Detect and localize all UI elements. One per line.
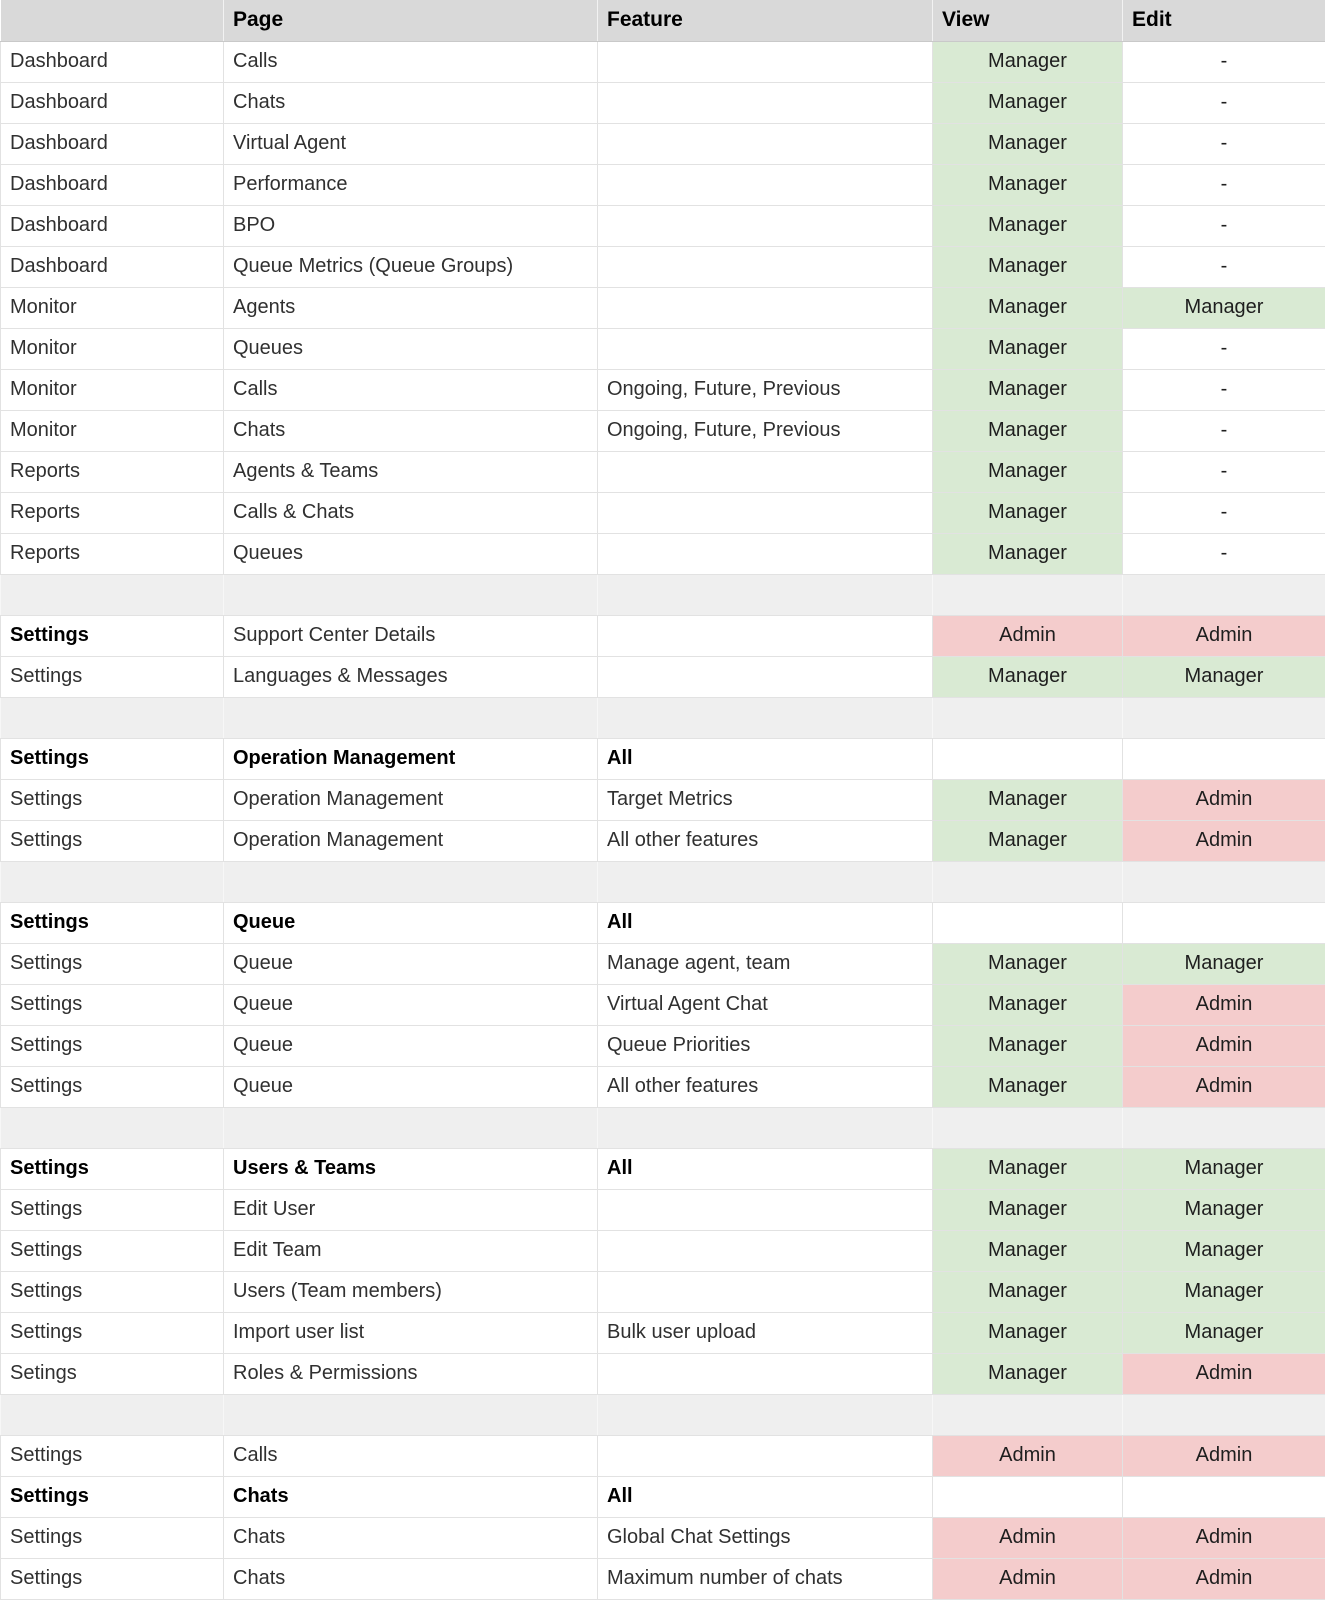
view-cell[interactable]: Manager <box>933 1189 1123 1230</box>
category-cell[interactable]: Settings <box>1 1476 224 1517</box>
empty-cell[interactable] <box>224 1394 598 1435</box>
view-cell[interactable]: Manager <box>933 1271 1123 1312</box>
view-cell[interactable]: Manager <box>933 656 1123 697</box>
view-cell[interactable]: Admin <box>933 1558 1123 1599</box>
edit-cell[interactable]: - <box>1123 205 1325 246</box>
table-row <box>1 738 1325 779</box>
table-row <box>1 533 1325 574</box>
view-cell[interactable]: Manager <box>933 1312 1123 1353</box>
feature-cell[interactable]: Queue Priorities <box>598 1025 933 1066</box>
edit-cell[interactable]: Admin <box>1123 984 1325 1025</box>
page-cell[interactable]: Chats <box>224 1558 598 1599</box>
edit-cell[interactable]: - <box>1123 41 1325 82</box>
category-cell[interactable]: Dashboard <box>1 164 224 205</box>
table-row <box>1 1435 1325 1476</box>
table-row <box>1 902 1325 943</box>
edit-cell[interactable]: Admin <box>1123 1435 1325 1476</box>
page-cell[interactable]: Calls & Chats <box>224 492 598 533</box>
table-body <box>1 41 1325 1599</box>
feature-cell[interactable]: All other features <box>598 820 933 861</box>
header-cell-edit[interactable]: Edit <box>1123 0 1325 41</box>
edit-cell[interactable]: - <box>1123 246 1325 287</box>
page-cell[interactable]: Users (Team members) <box>224 1271 598 1312</box>
empty-cell[interactable] <box>598 1394 933 1435</box>
category-cell[interactable]: Settings <box>1 902 224 943</box>
empty-cell[interactable] <box>1123 1394 1325 1435</box>
view-cell[interactable]: Manager <box>933 123 1123 164</box>
edit-cell[interactable]: - <box>1123 533 1325 574</box>
page-cell[interactable]: Performance <box>224 164 598 205</box>
header-cell-category[interactable] <box>1 0 224 41</box>
empty-cell[interactable] <box>933 1394 1123 1435</box>
category-cell[interactable]: Settings <box>1 1230 224 1271</box>
feature-cell[interactable] <box>598 1353 933 1394</box>
edit-cell[interactable]: Manager <box>1123 1230 1325 1271</box>
empty-cell[interactable] <box>933 1107 1123 1148</box>
empty-cell[interactable] <box>1 1107 224 1148</box>
feature-cell[interactable]: All other features <box>598 1066 933 1107</box>
category-cell[interactable]: Monitor <box>1 410 224 451</box>
feature-cell[interactable] <box>598 82 933 123</box>
category-cell[interactable]: Dashboard <box>1 123 224 164</box>
empty-cell[interactable] <box>933 861 1123 902</box>
page-cell[interactable]: Queue <box>224 1066 598 1107</box>
view-cell[interactable]: Manager <box>933 1230 1123 1271</box>
page-cell[interactable]: Calls <box>224 1435 598 1476</box>
table-row <box>1 82 1325 123</box>
category-cell[interactable]: Settings <box>1 1435 224 1476</box>
spacer-row <box>1 697 1325 738</box>
feature-cell[interactable] <box>598 451 933 492</box>
category-cell[interactable]: Settings <box>1 1066 224 1107</box>
feature-cell[interactable] <box>598 656 933 697</box>
table-row <box>1 943 1325 984</box>
view-cell[interactable] <box>933 902 1123 943</box>
feature-cell[interactable] <box>598 615 933 656</box>
view-cell[interactable]: Manager <box>933 1148 1123 1189</box>
table-row <box>1 820 1325 861</box>
category-cell[interactable]: Monitor <box>1 328 224 369</box>
table-row <box>1 1189 1325 1230</box>
edit-cell[interactable]: - <box>1123 82 1325 123</box>
category-cell[interactable]: Settings <box>1 1025 224 1066</box>
page-cell[interactable]: Queues <box>224 533 598 574</box>
category-cell[interactable]: Settings <box>1 1271 224 1312</box>
view-cell[interactable]: Manager <box>933 410 1123 451</box>
edit-cell[interactable]: - <box>1123 492 1325 533</box>
edit-cell[interactable]: - <box>1123 451 1325 492</box>
empty-cell[interactable] <box>1 861 224 902</box>
table-row <box>1 123 1325 164</box>
view-cell[interactable]: Manager <box>933 246 1123 287</box>
view-cell[interactable]: Admin <box>933 615 1123 656</box>
view-cell[interactable]: Manager <box>933 164 1123 205</box>
table-row <box>1 1558 1325 1599</box>
edit-cell[interactable]: - <box>1123 369 1325 410</box>
feature-cell[interactable] <box>598 164 933 205</box>
category-cell[interactable]: Settings <box>1 1517 224 1558</box>
view-cell[interactable]: Admin <box>933 1435 1123 1476</box>
page-cell[interactable]: Chats <box>224 410 598 451</box>
spacer-row <box>1 1107 1325 1148</box>
category-cell[interactable]: Reports <box>1 533 224 574</box>
category-cell[interactable]: Reports <box>1 451 224 492</box>
page-cell[interactable]: Calls <box>224 41 598 82</box>
edit-cell[interactable]: Manager <box>1123 1148 1325 1189</box>
empty-cell[interactable] <box>224 1107 598 1148</box>
view-cell[interactable]: Manager <box>933 984 1123 1025</box>
category-cell[interactable]: Settings <box>1 1312 224 1353</box>
table-row <box>1 984 1325 1025</box>
edit-cell[interactable]: Admin <box>1123 820 1325 861</box>
feature-cell[interactable] <box>598 205 933 246</box>
empty-cell[interactable] <box>1 1394 224 1435</box>
feature-cell[interactable] <box>598 328 933 369</box>
edit-cell[interactable]: Manager <box>1123 287 1325 328</box>
edit-cell[interactable]: Manager <box>1123 1189 1325 1230</box>
spacer-row <box>1 1394 1325 1435</box>
edit-cell[interactable]: Admin <box>1123 779 1325 820</box>
page-cell[interactable]: Queue <box>224 943 598 984</box>
category-cell[interactable]: Settings <box>1 738 224 779</box>
edit-cell[interactable]: Manager <box>1123 943 1325 984</box>
page-cell[interactable]: Users & Teams <box>224 1148 598 1189</box>
category-cell[interactable]: Settings <box>1 943 224 984</box>
table-header <box>1 0 1325 41</box>
table-row <box>1 287 1325 328</box>
header-cell-feature[interactable]: Feature <box>598 0 933 41</box>
page-cell[interactable]: Chats <box>224 1476 598 1517</box>
feature-cell[interactable]: Bulk user upload <box>598 1312 933 1353</box>
feature-cell[interactable] <box>598 287 933 328</box>
empty-cell[interactable] <box>598 697 933 738</box>
category-cell[interactable]: Settings <box>1 779 224 820</box>
page-cell[interactable]: Edit User <box>224 1189 598 1230</box>
category-cell[interactable]: Reports <box>1 492 224 533</box>
feature-cell[interactable]: Manage agent, team <box>598 943 933 984</box>
category-cell[interactable]: Dashboard <box>1 205 224 246</box>
page-cell[interactable]: Queue <box>224 902 598 943</box>
table-row <box>1 492 1325 533</box>
feature-cell[interactable]: Virtual Agent Chat <box>598 984 933 1025</box>
table-row <box>1 1025 1325 1066</box>
edit-cell[interactable]: Manager <box>1123 656 1325 697</box>
edit-cell[interactable]: Manager <box>1123 1312 1325 1353</box>
table-row <box>1 1353 1325 1394</box>
page-cell[interactable]: Queue <box>224 984 598 1025</box>
page-cell[interactable]: Chats <box>224 82 598 123</box>
page-cell[interactable]: Agents <box>224 287 598 328</box>
category-cell[interactable]: Settings <box>1 1558 224 1599</box>
view-cell[interactable]: Manager <box>933 1353 1123 1394</box>
empty-cell[interactable] <box>224 574 598 615</box>
view-cell[interactable]: Manager <box>933 492 1123 533</box>
page-cell[interactable]: Operation Management <box>224 820 598 861</box>
header-row <box>1 0 1325 41</box>
feature-cell[interactable]: All <box>598 1476 933 1517</box>
table-row <box>1 164 1325 205</box>
edit-cell[interactable]: Admin <box>1123 1066 1325 1107</box>
view-cell[interactable]: Manager <box>933 820 1123 861</box>
category-cell[interactable]: Monitor <box>1 369 224 410</box>
feature-cell[interactable] <box>598 1189 933 1230</box>
view-cell[interactable]: Admin <box>933 1517 1123 1558</box>
header-cell-view[interactable]: View <box>933 0 1123 41</box>
category-cell[interactable]: Settings <box>1 820 224 861</box>
feature-cell[interactable]: All <box>598 902 933 943</box>
table-row <box>1 1517 1325 1558</box>
page-cell[interactable]: BPO <box>224 205 598 246</box>
table-row <box>1 1312 1325 1353</box>
header-cell-page[interactable]: Page <box>224 0 598 41</box>
table-row <box>1 656 1325 697</box>
spacer-row <box>1 861 1325 902</box>
edit-cell[interactable]: Admin <box>1123 615 1325 656</box>
empty-cell[interactable] <box>224 697 598 738</box>
view-cell[interactable]: Manager <box>933 287 1123 328</box>
feature-cell[interactable]: Target Metrics <box>598 779 933 820</box>
category-cell[interactable]: Settings <box>1 1189 224 1230</box>
feature-cell[interactable] <box>598 533 933 574</box>
table-row <box>1 1148 1325 1189</box>
edit-cell[interactable]: - <box>1123 328 1325 369</box>
empty-cell[interactable] <box>1 697 224 738</box>
category-cell[interactable]: Settings <box>1 656 224 697</box>
empty-cell[interactable] <box>224 861 598 902</box>
empty-cell[interactable] <box>598 861 933 902</box>
view-cell[interactable]: Manager <box>933 451 1123 492</box>
view-cell[interactable]: Manager <box>933 779 1123 820</box>
view-cell[interactable] <box>933 1476 1123 1517</box>
feature-cell[interactable] <box>598 246 933 287</box>
spacer-row <box>1 574 1325 615</box>
feature-cell[interactable]: Ongoing, Future, Previous <box>598 410 933 451</box>
feature-cell[interactable] <box>598 123 933 164</box>
table-row <box>1 205 1325 246</box>
page-cell[interactable]: Operation Management <box>224 738 598 779</box>
view-cell[interactable]: Manager <box>933 533 1123 574</box>
category-cell[interactable]: Settings <box>1 1148 224 1189</box>
view-cell[interactable]: Manager <box>933 328 1123 369</box>
empty-cell[interactable] <box>598 574 933 615</box>
feature-cell[interactable] <box>598 1435 933 1476</box>
table-row <box>1 41 1325 82</box>
category-cell[interactable]: Dashboard <box>1 41 224 82</box>
table-row <box>1 615 1325 656</box>
table-row <box>1 410 1325 451</box>
edit-cell[interactable] <box>1123 902 1325 943</box>
page-cell[interactable]: Languages & Messages <box>224 656 598 697</box>
empty-cell[interactable] <box>1123 861 1325 902</box>
feature-cell[interactable] <box>598 492 933 533</box>
view-cell[interactable]: Manager <box>933 943 1123 984</box>
feature-cell[interactable]: Ongoing, Future, Previous <box>598 369 933 410</box>
empty-cell[interactable] <box>933 574 1123 615</box>
view-cell[interactable]: Manager <box>933 82 1123 123</box>
edit-cell[interactable] <box>1123 1476 1325 1517</box>
empty-cell[interactable] <box>1123 574 1325 615</box>
edit-cell[interactable] <box>1123 738 1325 779</box>
empty-cell[interactable] <box>1 574 224 615</box>
page-cell[interactable]: Queues <box>224 328 598 369</box>
page-cell[interactable]: Queue Metrics (Queue Groups) <box>224 246 598 287</box>
edit-cell[interactable]: - <box>1123 410 1325 451</box>
table-row <box>1 369 1325 410</box>
view-cell[interactable]: Manager <box>933 41 1123 82</box>
table-row <box>1 1066 1325 1107</box>
feature-cell[interactable]: All <box>598 1148 933 1189</box>
category-cell[interactable]: Settings <box>1 984 224 1025</box>
page-cell[interactable]: Chats <box>224 1517 598 1558</box>
page-cell[interactable]: Support Center Details <box>224 615 598 656</box>
edit-cell[interactable]: Manager <box>1123 1271 1325 1312</box>
empty-cell[interactable] <box>933 697 1123 738</box>
edit-cell[interactable]: - <box>1123 123 1325 164</box>
empty-cell[interactable] <box>1123 1107 1325 1148</box>
edit-cell[interactable]: Admin <box>1123 1517 1325 1558</box>
table-row <box>1 1271 1325 1312</box>
category-cell[interactable]: Dashboard <box>1 246 224 287</box>
category-cell[interactable]: Setings <box>1 1353 224 1394</box>
table-row <box>1 1230 1325 1271</box>
edit-cell[interactable]: Admin <box>1123 1353 1325 1394</box>
empty-cell[interactable] <box>598 1107 933 1148</box>
table-row <box>1 328 1325 369</box>
page-cell[interactable]: Queue <box>224 1025 598 1066</box>
edit-cell[interactable]: Admin <box>1123 1558 1325 1599</box>
page-cell[interactable]: Virtual Agent <box>224 123 598 164</box>
feature-cell[interactable]: All <box>598 738 933 779</box>
table-row <box>1 246 1325 287</box>
view-cell[interactable] <box>933 738 1123 779</box>
table-row <box>1 451 1325 492</box>
category-cell[interactable]: Settings <box>1 615 224 656</box>
page-cell[interactable]: Agents & Teams <box>224 451 598 492</box>
page-cell[interactable]: Import user list <box>224 1312 598 1353</box>
empty-cell[interactable] <box>1123 697 1325 738</box>
feature-cell[interactable] <box>598 41 933 82</box>
view-cell[interactable]: Manager <box>933 1066 1123 1107</box>
category-cell[interactable]: Monitor <box>1 287 224 328</box>
page-cell[interactable]: Edit Team <box>224 1230 598 1271</box>
feature-cell[interactable]: Global Chat Settings <box>598 1517 933 1558</box>
view-cell[interactable]: Manager <box>933 205 1123 246</box>
edit-cell[interactable]: Admin <box>1123 1025 1325 1066</box>
feature-cell[interactable] <box>598 1230 933 1271</box>
feature-cell[interactable] <box>598 1271 933 1312</box>
page-cell[interactable]: Roles & Permissions <box>224 1353 598 1394</box>
category-cell[interactable]: Dashboard <box>1 82 224 123</box>
feature-cell[interactable]: Maximum number of chats <box>598 1558 933 1599</box>
view-cell[interactable]: Manager <box>933 1025 1123 1066</box>
table-row <box>1 1476 1325 1517</box>
page-cell[interactable]: Operation Management <box>224 779 598 820</box>
view-cell[interactable]: Manager <box>933 369 1123 410</box>
page-cell[interactable]: Calls <box>224 369 598 410</box>
edit-cell[interactable]: - <box>1123 164 1325 205</box>
table-row <box>1 779 1325 820</box>
